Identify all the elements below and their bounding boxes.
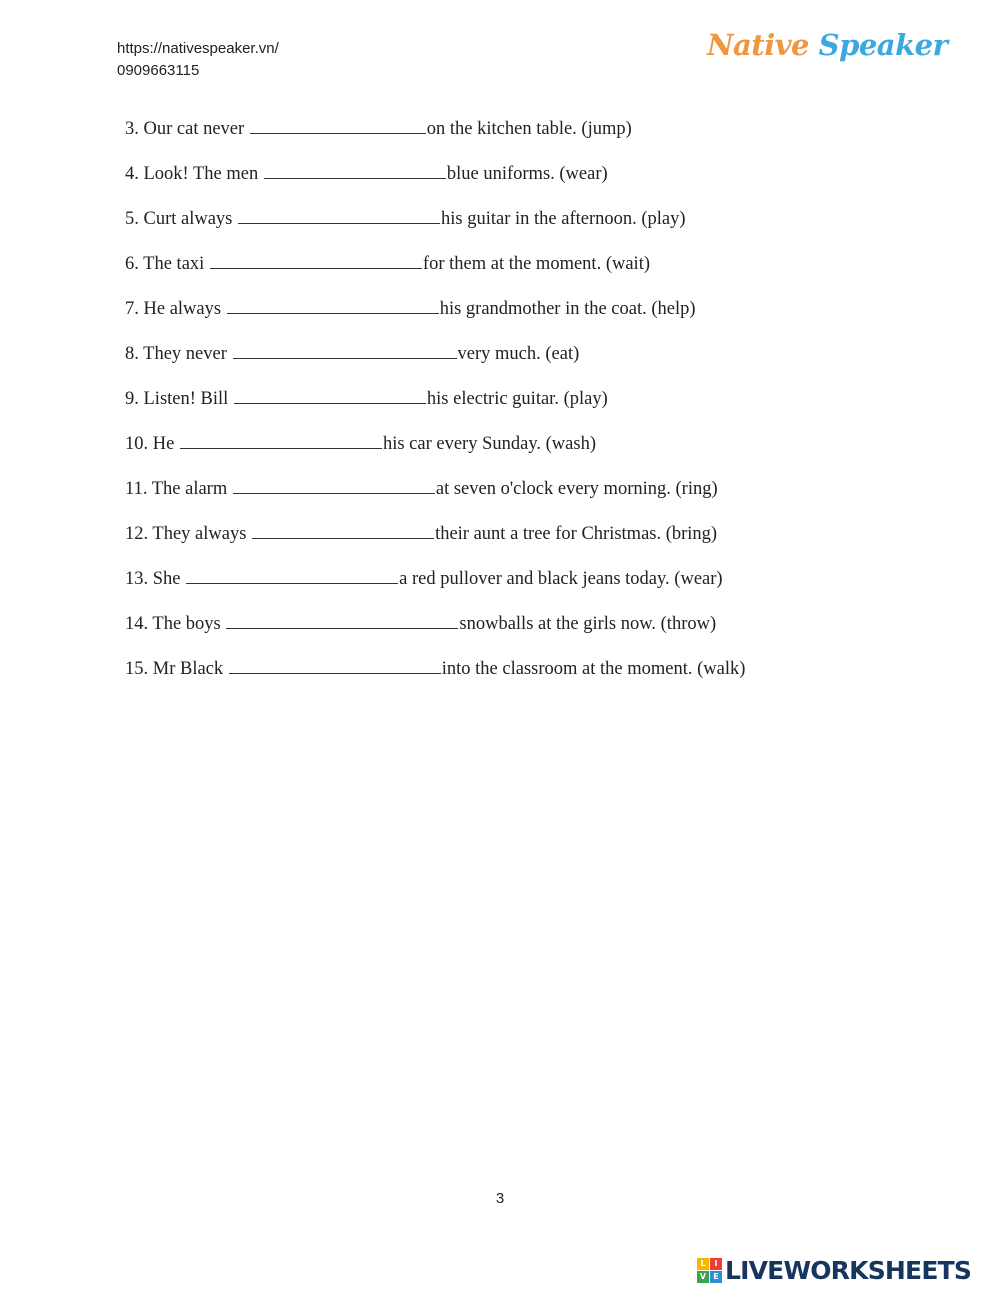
exercise-item (125, 115, 985, 160)
sentence-start: 14. The boys (125, 614, 226, 634)
answer-blank[interactable] (180, 430, 382, 449)
exercise-item (125, 295, 985, 340)
sentence-start: 7. He always (125, 299, 226, 319)
sentence-start: 6. The taxi (125, 254, 209, 274)
exercise-item (125, 565, 985, 610)
sentence-end: snowballs at the girls now. (throw) (459, 614, 717, 634)
sentence-end: their aunt a tree for Christmas. (bring) (435, 524, 718, 544)
sentence-end: on the kitchen table. (jump) (426, 119, 632, 139)
sentence-start: 3. Our cat never (125, 119, 249, 139)
sentence-start: 10. He (125, 434, 179, 454)
sentence-start: 4. Look! The men (125, 164, 263, 184)
sentence-end: his electric guitar. (play) (426, 389, 608, 409)
cube-letter-l: L (697, 1258, 709, 1270)
cube-letter-i: I (710, 1258, 722, 1270)
phone-number: 0909663115 (117, 62, 200, 79)
exercise-item (125, 385, 985, 430)
answer-blank[interactable] (233, 340, 457, 359)
exercise-list (125, 115, 985, 700)
answer-blank[interactable] (227, 295, 439, 314)
answer-blank[interactable] (250, 115, 426, 134)
sentence-start: 15. Mr Black (125, 659, 228, 679)
sentence-start: 11. The alarm (125, 479, 232, 499)
answer-blank[interactable] (229, 655, 441, 674)
sentence-end: his car every Sunday. (wash) (382, 434, 596, 454)
exercise-item (125, 520, 985, 565)
header-contact (117, 38, 279, 82)
sentence-start: 12. They always (125, 524, 252, 544)
answer-blank[interactable] (252, 520, 434, 539)
sentence-start: 13. She (125, 569, 186, 589)
liveworksheets-cube-icon (697, 1258, 722, 1283)
answer-blank[interactable] (264, 160, 446, 179)
cube-letter-e: E (710, 1271, 722, 1283)
liveworksheets-wordmark: LIVEWORKSHEETS (725, 1255, 972, 1285)
cube-letter-v: V (697, 1271, 709, 1283)
native-speaker-logo (707, 28, 947, 62)
exercise-item (125, 160, 985, 205)
website-url[interactable]: https://nativespeaker.vn/ (117, 40, 279, 57)
sentence-end: for them at the moment. (wait) (422, 254, 650, 274)
answer-blank[interactable] (186, 565, 398, 584)
exercise-item (125, 340, 985, 385)
sentence-start: 8. They never (125, 344, 232, 364)
sentence-start: 9. Listen! Bill (125, 389, 233, 409)
answer-blank[interactable] (233, 475, 435, 494)
liveworksheets-badge[interactable] (697, 1254, 971, 1286)
exercise-item (125, 430, 985, 475)
exercise-item (125, 655, 985, 700)
answer-blank[interactable] (226, 610, 458, 629)
exercise-item (125, 475, 985, 520)
answer-blank[interactable] (238, 205, 440, 224)
sentence-end: a red pullover and black jeans today. (wear) (399, 569, 723, 589)
sentence-end: into the classroom at the moment. (walk) (441, 659, 746, 679)
sentence-end: his grandmother in the coat. (help) (439, 299, 696, 319)
exercise-item (125, 205, 985, 250)
sentence-start: 5. Curt always (125, 209, 238, 229)
exercise-item (125, 250, 985, 295)
exercise-item (125, 610, 985, 655)
sentence-end: at seven o'clock every morning. (ring) (435, 479, 718, 499)
sentence-end: very much. (eat) (457, 344, 580, 364)
logo-word-speaker: Speaker (818, 28, 948, 62)
answer-blank[interactable] (234, 385, 426, 404)
answer-blank[interactable] (210, 250, 422, 269)
logo-word-native: Native (707, 28, 810, 62)
sentence-end: his guitar in the afternoon. (play) (441, 209, 686, 229)
page-number: 3 (495, 1190, 505, 1207)
sentence-end: blue uniforms. (wear) (446, 164, 608, 184)
